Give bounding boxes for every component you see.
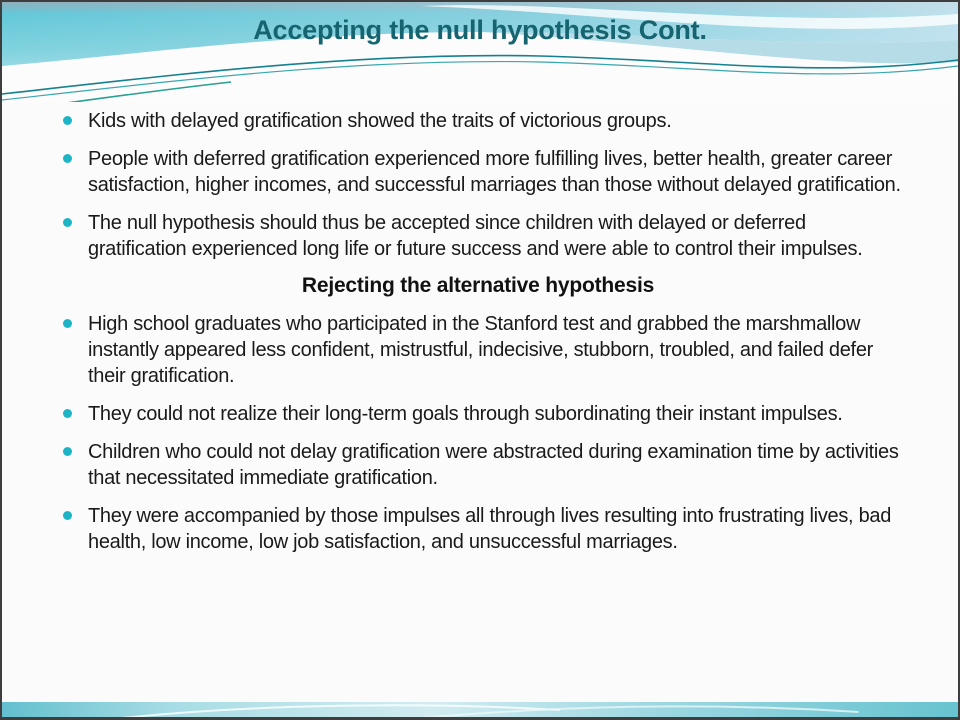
bullet-text: People with deferred gratification experienced more fulfilling lives, better health, greater career satisfaction, higher incomes, and successful marriages than those without delayed gratification. (88, 148, 901, 196)
bullet-dot-icon (54, 439, 88, 491)
bullet-dot-icon (54, 311, 88, 389)
bullet-text: Kids with delayed gratification showed the traits of victorious groups. (88, 110, 672, 132)
bullet-text: The null hypothesis should thus be accepted since children with delayed or deferred gratification experienced long life or future success and were able to control their impulses. (88, 212, 863, 260)
bullet-item (54, 311, 902, 389)
slide-title: Accepting the null hypothesis Cont. (253, 15, 707, 45)
bullet-dot-icon (54, 146, 88, 198)
section-heading: Rejecting the alternative hypothesis (301, 274, 655, 297)
bullet-text: They were accompanied by those impulses all through lives resulting into frustrating lives, bad health, low income, low job satisfaction, and unsuccessful marriages. (88, 505, 892, 553)
bullet-item (54, 210, 902, 262)
bullet-item (54, 439, 902, 491)
bullet-dot-icon (54, 108, 88, 134)
slide-content (54, 108, 902, 567)
bullet-text: They could not realize their long-term goals through subordinating their instant impulses. (88, 403, 843, 425)
bullet-text: Children who could not delay gratification were abstracted during examination time by activities that necessitated immediate gratification. (88, 441, 899, 489)
bottom-wave-decoration (2, 702, 958, 717)
bullet-item (54, 503, 902, 555)
bullet-dot-icon (54, 210, 88, 262)
bullet-item (54, 146, 902, 198)
bullet-text: High school graduates who participated in the Stanford test and grabbed the marshmallow instantly appeared less confident, mistrustful, indecisive, stubborn, troubled, and failed defer their gratification. (88, 313, 873, 387)
bullet-item (54, 108, 902, 134)
top-wave-decoration (2, 2, 958, 102)
bullet-dot-icon (54, 503, 88, 555)
bullet-dot-icon (54, 401, 88, 427)
bullet-item (54, 401, 902, 427)
bottom-wave-art (2, 702, 958, 717)
